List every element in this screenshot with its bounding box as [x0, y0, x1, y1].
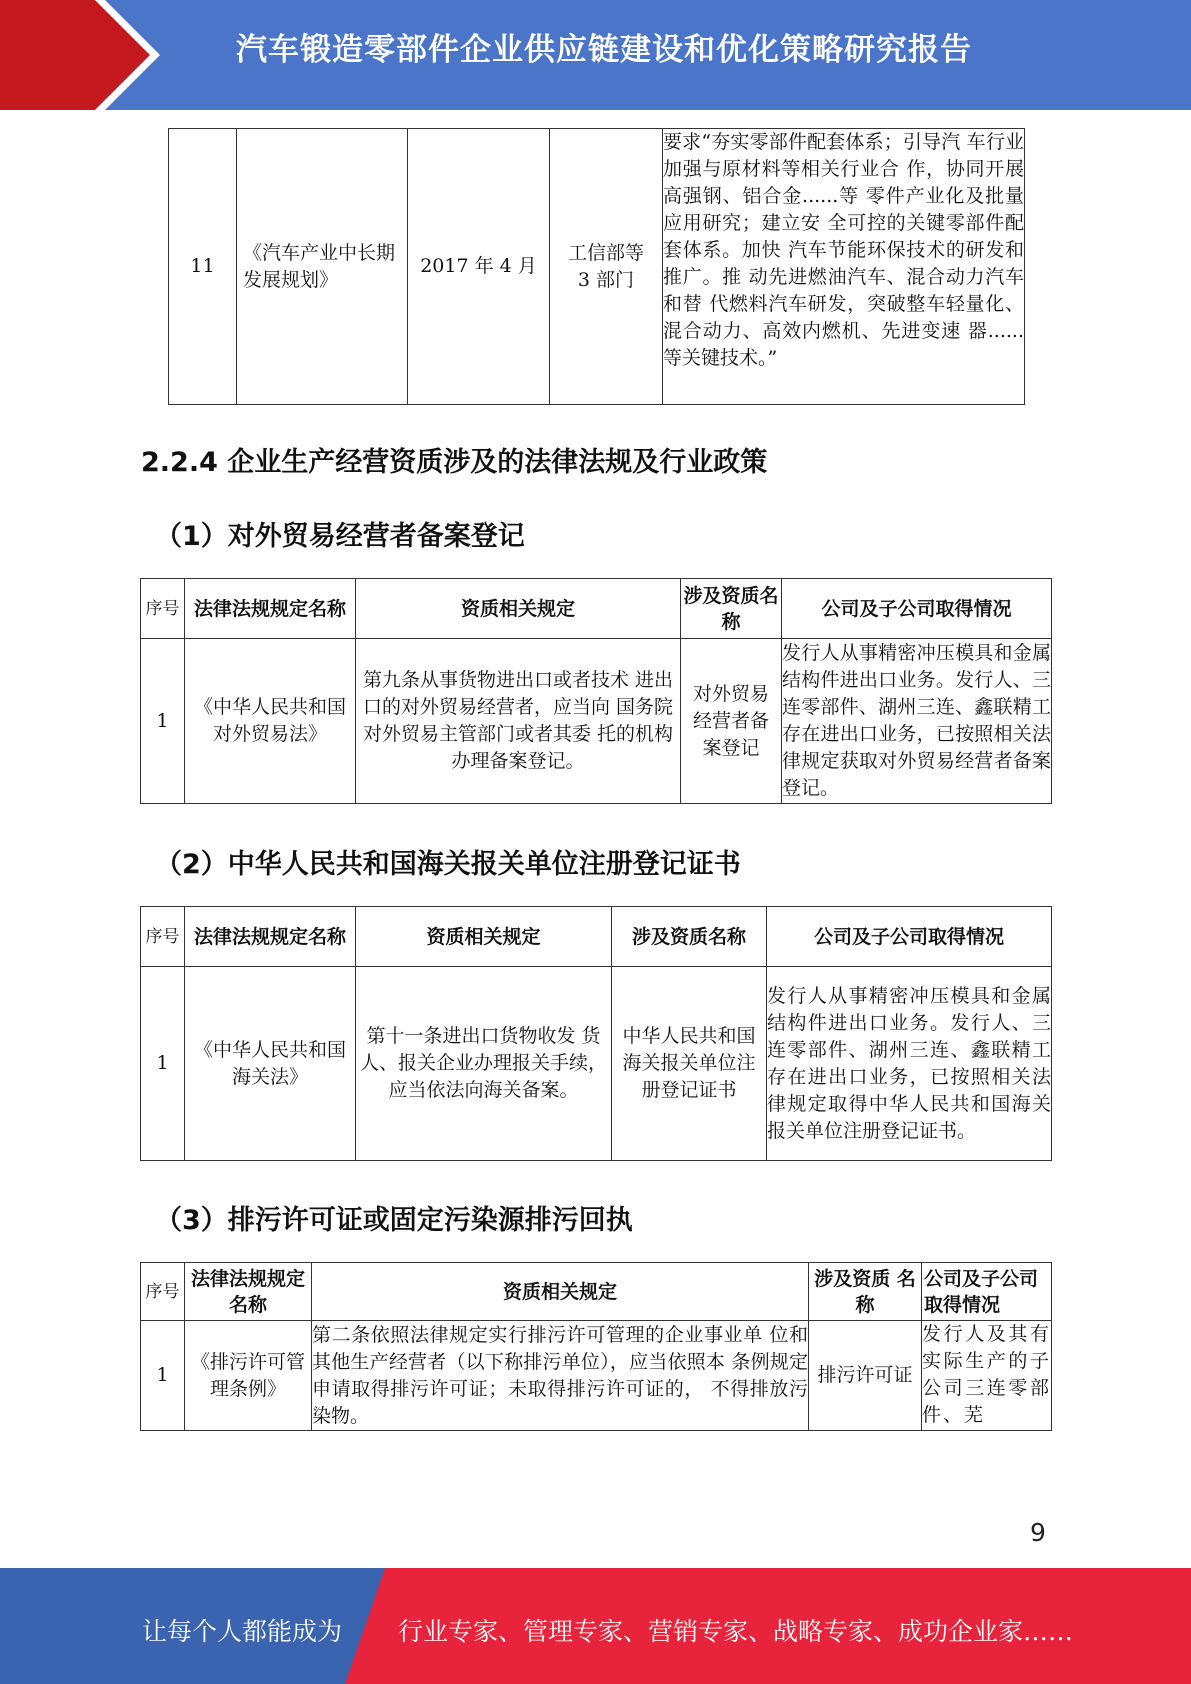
row-number: 1 — [141, 639, 185, 804]
page-number: 9 — [1030, 1518, 1046, 1547]
page-footer — [0, 1568, 1191, 1684]
qualification-table-1 — [140, 578, 1052, 804]
issuing-authority: 工信部等 3 部门 — [550, 129, 663, 405]
col-header-no: 序号 — [141, 1263, 185, 1321]
col-header-law: 法律法规规定名称 — [185, 907, 356, 967]
qualification-table-2 — [140, 906, 1052, 1161]
subsection-heading-2: （2）中华人民共和国海关报关单位注册登记证书 — [155, 849, 741, 880]
acquisition-status: 发行人从事精密冲压模具和金属结构件进出口业务。发行人、三连零部件、湖州三连、鑫联精工存在进出口业务，已按照相关法律规定获取对外贸易经营者备案登记。 — [782, 639, 1052, 804]
subsection-heading-1: （1）对外贸易经营者备案登记 — [155, 521, 525, 552]
qualification-table-3 — [140, 1262, 1052, 1431]
page-header — [0, 0, 1191, 110]
law-name: 《排污许可管理条例》 — [185, 1321, 312, 1431]
policy-name: 《汽车产业中长期发展规划》 — [237, 129, 408, 405]
subsection-heading-3: （3）排污许可证或固定污染源排污回执 — [155, 1205, 633, 1236]
qualification-name: 中华人民共和国海关报关单位注册登记证书 — [612, 967, 767, 1161]
footer-slogan-right: 行业专家、管理专家、营销专家、战略专家、成功企业家…… — [398, 1617, 1074, 1646]
col-header-status: 公司及子公司取得情况 — [782, 579, 1052, 639]
col-header-law: 法律法规规定名称 — [185, 1263, 312, 1321]
col-header-rule: 资质相关规定 — [356, 907, 612, 967]
header-title: 汽车锻造零部件企业供应链建设和优化策略研究报告 — [236, 32, 972, 68]
law-name: 《中华人民共和国对外贸易法》 — [185, 639, 356, 804]
table-row — [141, 1321, 1052, 1431]
table-row — [141, 639, 1052, 804]
acquisition-status: 发行人从事精密冲压模具和金属结构件进出口业务。发行人、三连零部件、湖州三连、鑫联精工存在进出口业务，已按照相关法律规定取得中华人民共和国海关报关单位注册登记证书。 — [767, 967, 1052, 1161]
rule-text: 第二条依照法律规定实行排污许可管理的企业事业单 位和其他生产经营者（以下称排污单位），应当依照本 条例规定申请取得排污许可证；未取得排污许可证的， 不得排放污染物。 — [312, 1321, 809, 1431]
col-header-status: 公司及子公司取得情况 — [922, 1263, 1052, 1321]
col-header-rule: 资质相关规定 — [356, 579, 681, 639]
row-number: 11 — [169, 129, 237, 405]
col-header-qualification: 涉及资质名称 — [681, 579, 782, 639]
table-header-row — [141, 579, 1052, 639]
policy-content: 要求“夯实零部件配套体系；引导汽 车行业加强与原材料等相关行业合 作，协同开展高强钢、铝合金......等 零件产业化及批量应用研究；建立安 全可控的关键零部件配套体系。加快 汽车节能环保技术的研发和推广。推 动先进燃油汽车、混合动力汽车和替 代燃料汽车研发，突破整车轻量化、 混合动力、高效内燃机、先进变速 器......等关键技术。” — [663, 129, 1025, 405]
col-header-no: 序号 — [141, 907, 185, 967]
footer-slogan-left: 让每个人都能成为 — [142, 1617, 343, 1646]
law-name: 《中华人民共和国海关法》 — [185, 967, 356, 1161]
table-row — [169, 129, 1025, 405]
row-number: 1 — [141, 1321, 185, 1431]
table-header-row — [141, 907, 1052, 967]
rule-text: 第九条从事货物进出口或者技术 进出口的对外贸易经营者，应当向 国务院对外贸易主管部门或者其委 托的机构办理备案登记。 — [356, 639, 681, 804]
row-number: 1 — [141, 967, 185, 1161]
qualification-name: 对外贸易经营者备案登记 — [681, 639, 782, 804]
qualification-name: 排污许可证 — [809, 1321, 922, 1431]
col-header-no: 序号 — [141, 579, 185, 639]
acquisition-status: 发行人及其有实际生产的子公司三连零部件、芜 — [922, 1321, 1052, 1431]
policy-table-continuation — [168, 128, 1025, 405]
rule-text: 第十一条进出口货物收发 货人、报关企业办理报关手续，应当依法向海关备案。 — [356, 967, 612, 1161]
col-header-rule: 资质相关规定 — [312, 1263, 809, 1321]
col-header-law: 法律法规规定名称 — [185, 579, 356, 639]
table-row — [141, 967, 1052, 1161]
section-heading: 2.2.4 企业生产经营资质涉及的法律法规及行业政策 — [141, 447, 768, 478]
release-date: 2017 年 4 月 — [408, 129, 550, 405]
table-header-row — [141, 1263, 1052, 1321]
col-header-qualification: 涉及资质名称 — [612, 907, 767, 967]
col-header-qualification: 涉及资质 名称 — [809, 1263, 922, 1321]
col-header-status: 公司及子公司取得情况 — [767, 907, 1052, 967]
